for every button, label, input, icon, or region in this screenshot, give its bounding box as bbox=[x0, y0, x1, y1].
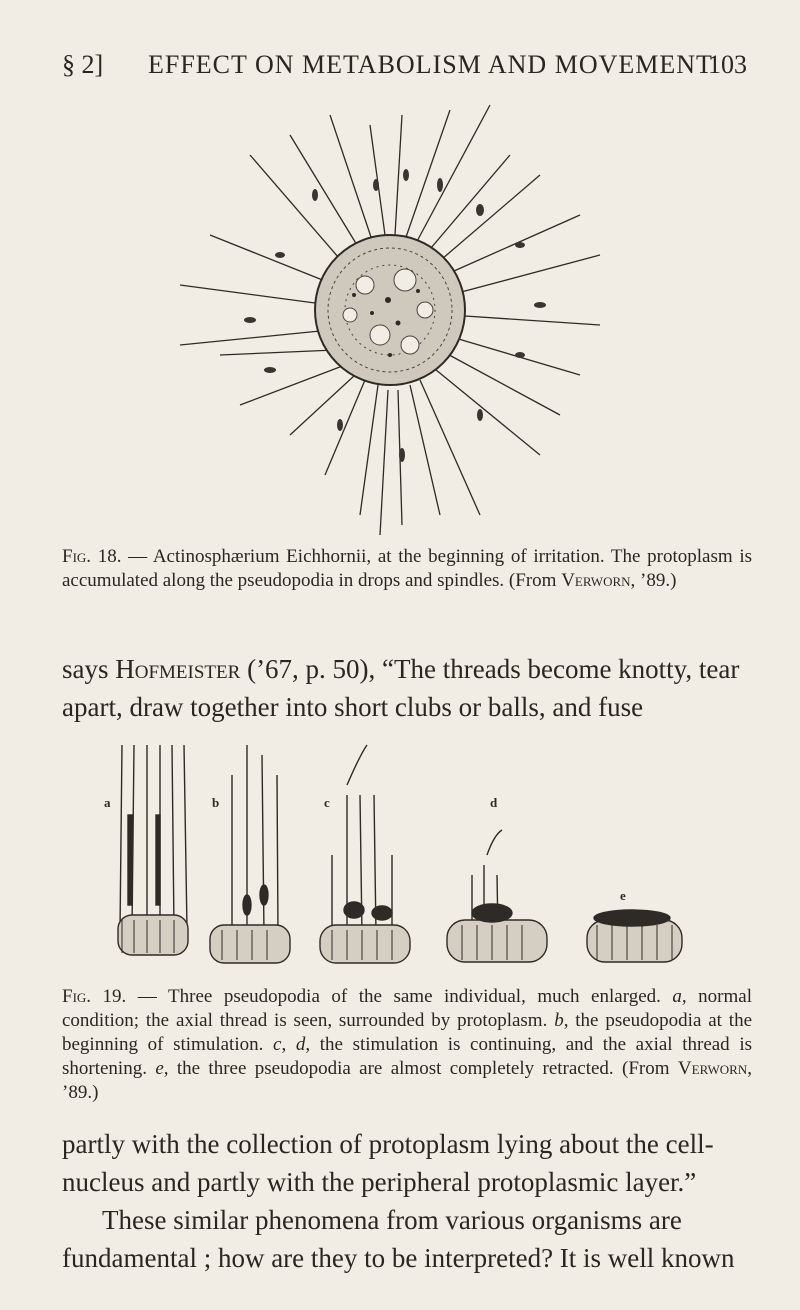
stage-d bbox=[447, 830, 547, 962]
running-title: EFFECT ON METABOLISM AND MOVEMENT bbox=[148, 50, 713, 79]
figure-18-label: Fig. 18. bbox=[62, 546, 122, 567]
running-header bbox=[62, 50, 747, 90]
paragraph-1: says Hofmeister (’67, p. 50), “The threads become knotty, tear apart, draw together into short clubs or balls, and fuse bbox=[62, 654, 740, 722]
stage-e bbox=[587, 910, 682, 962]
figure-19-source-author: Verworn bbox=[677, 1058, 748, 1079]
stage-a bbox=[118, 745, 188, 955]
label-d: d bbox=[490, 795, 498, 810]
label-e: e bbox=[620, 888, 626, 903]
figure-19-illustration bbox=[92, 735, 722, 980]
figure-18-illustration bbox=[140, 95, 640, 555]
paragraph-2 bbox=[62, 1125, 752, 1277]
label-c: c bbox=[324, 795, 330, 810]
cited-author: Hofmeister bbox=[115, 654, 241, 684]
figure-18-caption: Fig. 18. — Actinosphærium Eichhornii, at the beginning of irritation. The protoplasm is accumulated along the pseudopodia in drops and spindles. (From Verworn, ’89.) bbox=[62, 546, 752, 591]
label-a: a bbox=[104, 795, 111, 810]
paragraph-2-line2: These similar phenomena from various organisms are fundamental ; how are they to be interpreted? It is well known bbox=[62, 1205, 735, 1273]
paragraph-2-line1: partly with the collection of protoplasm lying about the cell-nucleus and partly with the peripheral protoplasmic layer.” bbox=[62, 1129, 714, 1197]
stage-b bbox=[210, 745, 290, 963]
figure-19-label: Fig. 19. bbox=[62, 986, 127, 1007]
figure-18-caption-text: Actinosphærium Eichhornii, at the beginning of irritation. The protoplasm is accumulated along the pseudopodia in drops and spindles. (From bbox=[62, 546, 752, 591]
section-number: § 2] bbox=[62, 50, 104, 79]
cell-body bbox=[315, 235, 465, 385]
figure-18-source-author: Verworn bbox=[561, 570, 631, 591]
label-b: b bbox=[212, 795, 220, 810]
figure-19-caption: Fig. 19. — Three pseudopodia of the same individual, much enlarged. a, normal condition; the axial thread is seen, surrounded by protoplasm. b, the pseudopodia at the beginning of stimulation. c, d, the stimulation is continuing, and the axial thread is shortening. e, the three pseudopodia are almost completely retracted. (From Verworn, ’89.) bbox=[62, 986, 752, 1103]
stage-c bbox=[320, 745, 410, 963]
stage-labels bbox=[104, 795, 626, 903]
paragraph-1-text: (’67, p. 50), “The threads become knotty, tear apart, draw together into short clubs or balls, and fuse bbox=[62, 654, 740, 722]
page-number: 103 bbox=[708, 50, 747, 79]
